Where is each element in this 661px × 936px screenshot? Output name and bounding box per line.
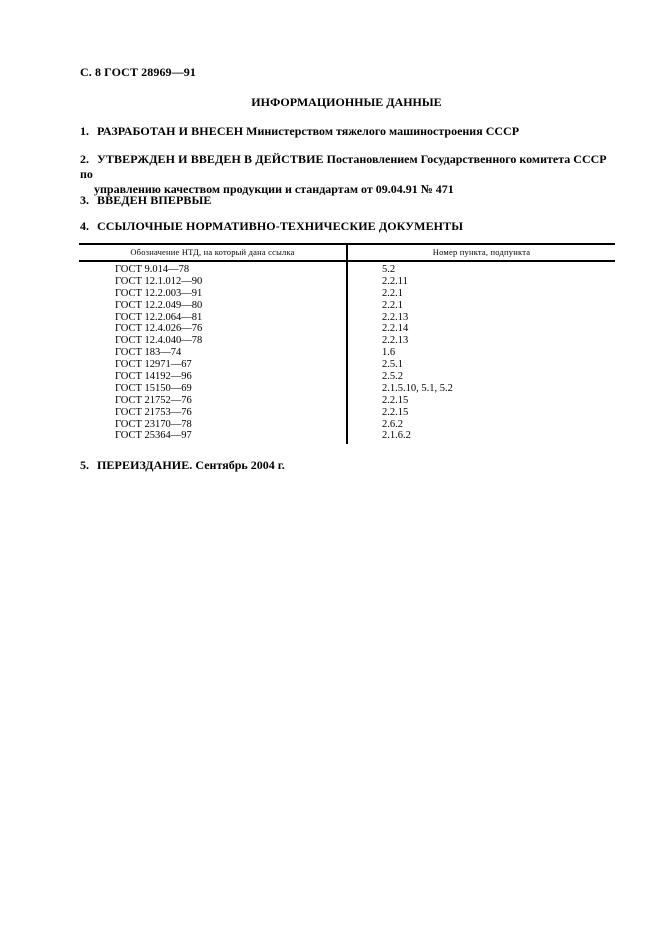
table-row xyxy=(79,288,615,300)
clause-cell: 2.5.2 xyxy=(382,371,403,383)
clause-cell: 2.1.5.10, 5.1, 5.2 xyxy=(382,382,453,394)
clause-cell: 2.2.14 xyxy=(382,323,409,335)
clause-cell: 2.2.13 xyxy=(382,311,409,323)
document-cell: ГОСТ 12.4.040—78 xyxy=(115,335,203,347)
clause-cell: 2.2.13 xyxy=(382,335,409,347)
document-cell: ГОСТ 9.014—78 xyxy=(115,264,190,275)
column-header-document: Обозначение НТД, на который дана ссылка xyxy=(130,247,295,257)
table-row xyxy=(79,312,615,324)
document-cell: ГОСТ 12.2.064—81 xyxy=(115,311,203,323)
table-row xyxy=(79,300,615,312)
table-row xyxy=(79,359,615,371)
document-cell: ГОСТ 14192—96 xyxy=(115,371,192,383)
clause-cell: 2.2.15 xyxy=(382,394,409,406)
table-row xyxy=(79,395,615,407)
item-number: 1. xyxy=(80,124,89,138)
info-item-developed xyxy=(80,124,620,139)
clause-cell: 2.2.15 xyxy=(382,406,409,418)
clause-cell: 2.2.11 xyxy=(382,275,408,287)
document-cell: ГОСТ 23170—78 xyxy=(115,418,192,430)
clause-cell: 2.5.1 xyxy=(382,359,403,371)
document-cell: ГОСТ 21753—76 xyxy=(115,406,192,418)
item-label: РАЗРАБОТАН И ВНЕСЕН xyxy=(97,124,244,138)
item-text-continuation: управлению качеством продукции и стандартам от 09.04.91 № 471 xyxy=(94,182,454,196)
item-text: Постановлением Государственного комитета СССР по xyxy=(80,152,607,181)
info-item-reissue xyxy=(80,458,620,473)
clause-cell: 2.1.6.2 xyxy=(382,430,411,442)
info-item-references xyxy=(80,219,620,234)
document-cell: ГОСТ 12971—67 xyxy=(115,359,192,371)
item-number: 3. xyxy=(80,193,89,207)
column-header-clause: Номер пункта, подпункта xyxy=(432,247,531,257)
document-cell: ГОСТ 12.1.012—90 xyxy=(115,275,203,287)
clause-cell: 1.6 xyxy=(382,347,396,359)
item-label: ВВЕДЕН ВПЕРВЫЕ xyxy=(97,193,212,207)
table-row xyxy=(79,430,615,442)
document-cell: ГОСТ 12.2.003—91 xyxy=(115,287,203,299)
table-row xyxy=(79,419,615,431)
table-row xyxy=(79,383,615,395)
table-row xyxy=(79,335,615,347)
item-label: УТВЕРЖДЕН И ВВЕДЕН В ДЕЙСТВИЕ xyxy=(97,152,324,166)
item-text: Министерством тяжелого машиностроения СССР xyxy=(246,124,520,138)
table-row xyxy=(79,371,615,383)
document-cell: ГОСТ 183—74 xyxy=(115,347,182,359)
table-row xyxy=(79,407,615,419)
table-row xyxy=(79,347,615,359)
clause-cell: 2.2.1 xyxy=(382,287,403,299)
document-cell: ГОСТ 15150—69 xyxy=(115,382,192,394)
info-item-approved xyxy=(80,152,620,197)
reference-table xyxy=(79,243,615,444)
document-cell: ГОСТ 25364—97 xyxy=(115,430,192,442)
item-number: 5. xyxy=(80,458,89,472)
clause-cell: 2.6.2 xyxy=(382,418,403,430)
item-label: ПЕРЕИЗДАНИЕ. xyxy=(97,458,193,472)
item-number: 2. xyxy=(80,152,89,166)
table-row xyxy=(79,276,615,288)
item-text: Сентябрь 2004 г. xyxy=(195,458,285,472)
clause-cell: 2.2.1 xyxy=(382,299,403,311)
document-cell: ГОСТ 12.2.049—80 xyxy=(115,299,203,311)
clause-cell: 5.2 xyxy=(382,264,396,275)
section-title: ИНФОРМАЦИОННЫЕ ДАННЫЕ xyxy=(251,95,442,109)
table-row xyxy=(79,323,615,335)
info-item-first-introduced xyxy=(80,193,620,208)
table-body xyxy=(79,264,615,442)
document-cell: ГОСТ 21752—76 xyxy=(115,394,192,406)
table-row xyxy=(79,264,615,276)
item-number: 4. xyxy=(80,219,89,233)
item-label: ССЫЛОЧНЫЕ НОРМАТИВНО-ТЕХНИЧЕСКИЕ ДОКУМЕНТЫ xyxy=(97,219,464,233)
page-header: С. 8 ГОСТ 28969—91 xyxy=(80,65,196,79)
document-cell: ГОСТ 12.4.026—76 xyxy=(115,323,203,335)
